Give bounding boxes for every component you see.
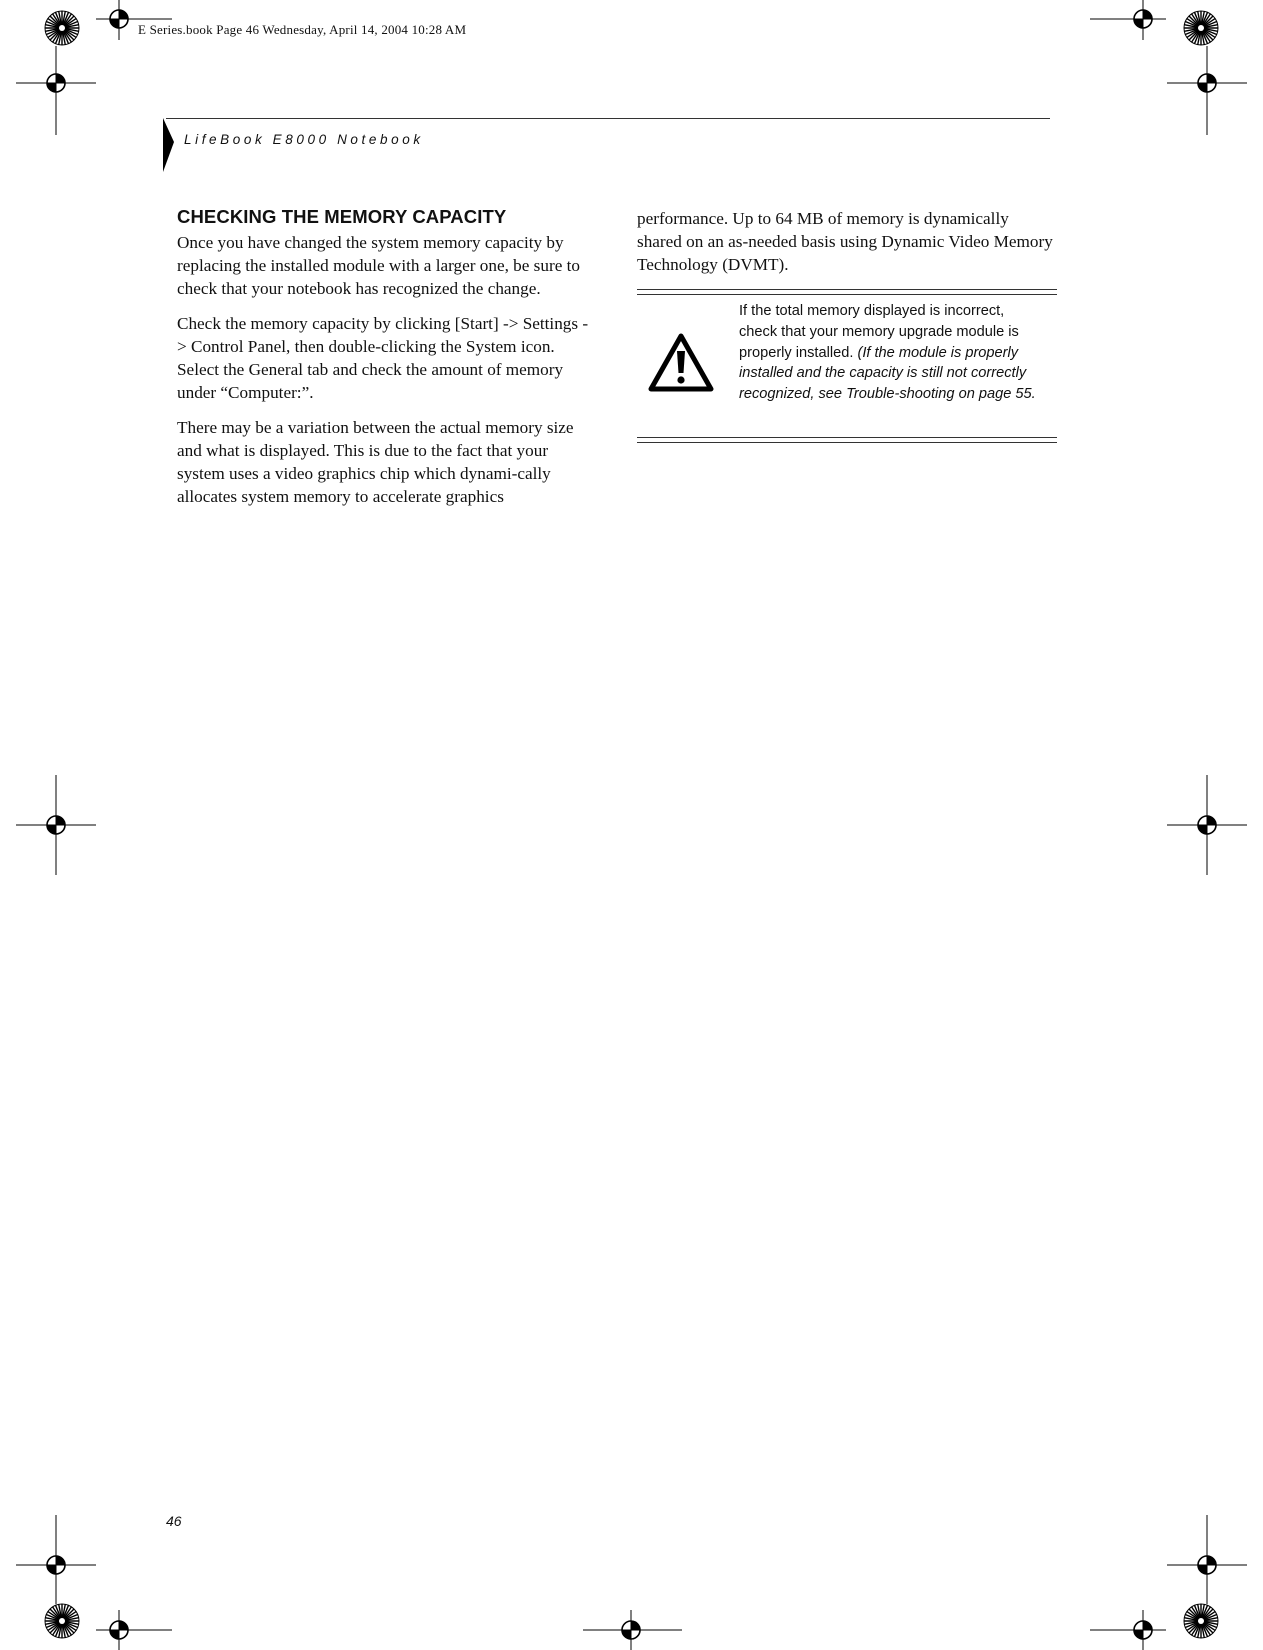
- caution-rule-top-inner: [637, 294, 1057, 295]
- header-wedge: [163, 118, 177, 172]
- caution-rule-top: [637, 289, 1057, 290]
- right-column: [637, 207, 1057, 288]
- header-rule: [166, 118, 1050, 119]
- caution-text-regular: If the total memory displayed is incorrect, check that your memory upgrade module is properly installed.: [739, 303, 1019, 361]
- paragraph-continuation: performance. Up to 64 MB of memory is dynamically shared on an as-needed basis using Dynamic Video Memory Technology (DVMT).: [637, 209, 1053, 274]
- caution-rule-bottom-inner: [637, 442, 1057, 443]
- section-heading: CHECKING THE MEMORY CAPACITY: [177, 206, 507, 227]
- caution-rule-bottom: [637, 437, 1057, 438]
- paragraph-1: Once you have changed the system memory capacity by replacing the installed module with a larger one, be sure to check that your notebook has recognized the change.: [177, 233, 580, 298]
- caution-text: [739, 301, 1039, 405]
- left-column: [177, 205, 597, 520]
- running-head: LifeBook E8000 Notebook: [184, 132, 424, 147]
- page-number: 46: [166, 1513, 182, 1529]
- warning-triangle-icon: [648, 333, 714, 393]
- paragraph-2: Check the memory capacity by clicking [Start] -> Settings -> Control Panel, then double-clicking the System icon. Select the General tab and check the amount of memory under “Computer:”.: [177, 314, 589, 402]
- caution-text-italic: (If the module is properly installed and the capacity is still not correctly recognized, see Trouble-shooting on page 55.: [739, 344, 1036, 403]
- print-slug: E Series.book Page 46 Wednesday, April 14, 2004 10:28 AM: [138, 22, 467, 37]
- paragraph-3: There may be a variation between the actual memory size and what is displayed. This is due to the fact that your system uses a video graphics chip which dynami-cally allocates system memory to accelerate graphics: [177, 418, 574, 506]
